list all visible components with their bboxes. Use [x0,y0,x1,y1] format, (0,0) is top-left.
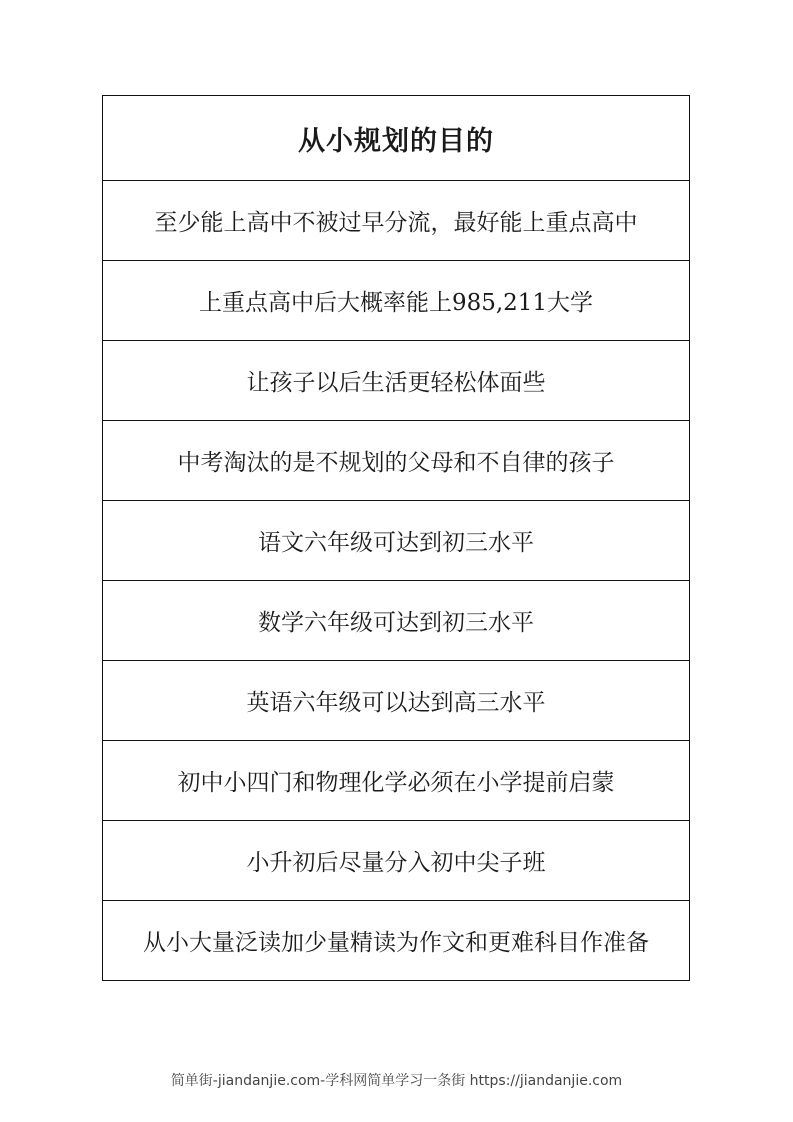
table-row [103,341,690,421]
table-row [103,421,690,501]
table-cell: 上重点高中后大概率能上985,211大学 [103,261,690,341]
table-cell: 让孩子以后生活更轻松体面些 [103,341,690,421]
table-row [103,901,690,981]
table-cell: 初中小四门和物理化学必须在小学提前启蒙 [103,741,690,821]
table-row [103,181,690,261]
table-row [103,501,690,581]
goals-table [102,95,690,981]
table-row [103,661,690,741]
table-row [103,261,690,341]
table-cell: 语文六年级可达到初三水平 [103,501,690,581]
table-cell: 小升初后尽量分入初中尖子班 [103,821,690,901]
table-cell: 至少能上高中不被过早分流，最好能上重点高中 [103,181,690,261]
table-cell: 从小大量泛读加少量精读为作文和更难科目作准备 [103,901,690,981]
table-row [103,821,690,901]
table-cell: 英语六年级可以达到高三水平 [103,661,690,741]
page-footer: 简单街-jiandanjie.com-学科网简单学习一条街 https://jiandanjie.com [170,1073,623,1089]
title-row [103,96,690,181]
table-row [103,581,690,661]
table-cell: 中考淘汰的是不规划的父母和不自律的孩子 [103,421,690,501]
table-cell: 数学六年级可达到初三水平 [103,581,690,661]
table-title: 从小规划的目的 [103,96,690,181]
table-row [103,741,690,821]
